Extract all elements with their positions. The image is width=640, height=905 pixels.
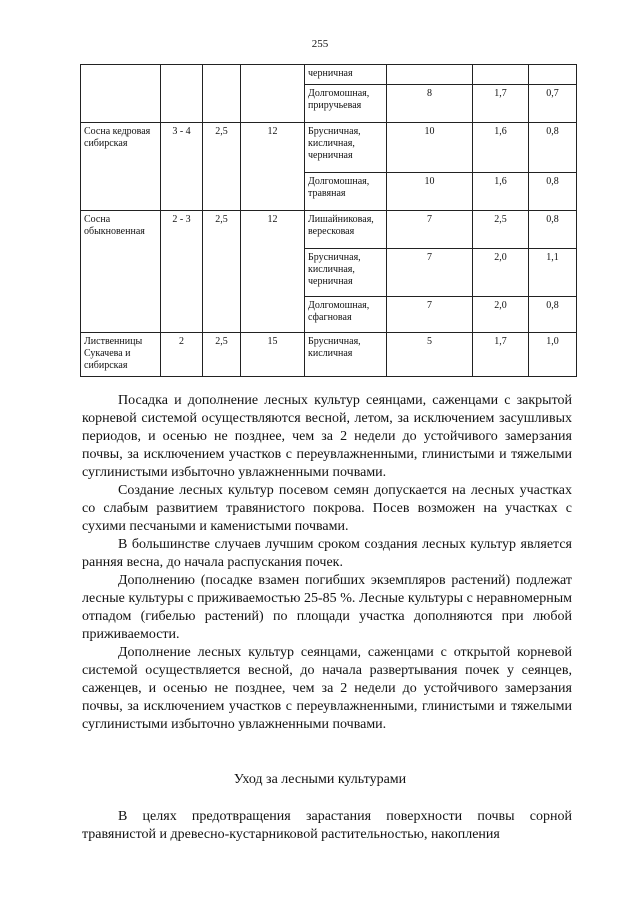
forest-type-cell: Долгомошная, сфагновая (305, 297, 387, 333)
table-cell: 1,6 (473, 123, 529, 173)
species-cell: Лиственницы Сукачева и сибирская (81, 333, 161, 377)
table-cell (529, 65, 577, 85)
table-cell: 5 (387, 333, 473, 377)
table-cell: 7 (387, 297, 473, 333)
table-cell (387, 65, 473, 85)
forest-type-cell: Брусничная, кисличная, черничная (305, 249, 387, 297)
table-cell: 2,5 (203, 123, 241, 211)
page-number: 255 (311, 38, 329, 50)
table-cell: 2,0 (473, 249, 529, 297)
table-cell (161, 65, 203, 123)
table-row (81, 123, 577, 173)
table-cell: 2,5 (203, 333, 241, 377)
table-row (81, 211, 577, 249)
table-cell: 2,5 (203, 211, 241, 333)
table-cell: 0,8 (529, 173, 577, 211)
table-cell: 2 (161, 333, 203, 377)
table-cell: 1,7 (473, 333, 529, 377)
table-cell: 1,7 (473, 85, 529, 123)
table-cell: 3 - 4 (161, 123, 203, 211)
table-cell: 7 (387, 249, 473, 297)
table-cell: 7 (387, 211, 473, 249)
forest-type-cell: Брусничная, кисличная (305, 333, 387, 377)
table-cell: 1,1 (529, 249, 577, 297)
paragraph: В целях предотвращения зарастания поверхности почвы сорной травянистой и древесно-кустарниковой растительностью, накопления (82, 809, 572, 842)
table-cell: 2 - 3 (161, 211, 203, 333)
table-cell: 1,0 (529, 333, 577, 377)
table-cell (203, 65, 241, 123)
forest-type-cell: Лишайниковая, вересковая (305, 211, 387, 249)
paragraph: В большинстве случаев лучшим сроком создания лесных культур является ранняя весна, до начала распускания почек. (82, 537, 572, 570)
forest-type-cell: Долгомошная, травяная (305, 173, 387, 211)
table-cell: 0,8 (529, 123, 577, 173)
table-cell: 2,0 (473, 297, 529, 333)
table-cell: 8 (387, 85, 473, 123)
paragraph: Создание лесных культур посевом семян допускается на лесных участках со слабым развитием травянистого покрова. Посев возможен на участках с сухими песчаными и каменистыми почвами. (82, 483, 572, 534)
forest-type-cell: Брусничная, кисличная, черничная (305, 123, 387, 173)
table-cell: 0,8 (529, 211, 577, 249)
paragraph: Посадка и дополнение лесных культур сеянцами, саженцами с закрытой корневой системой осуществляются весной, летом, за исключением засушливых периодов, и осенью не позднее, чем за 2 недели до устойчивого замерзания почвы, за исключением участков с переувлажненными, глинистыми и тяжелыми суглинистыми избыточно увлажненными почвами. (82, 393, 572, 480)
body-text (82, 392, 572, 734)
section-heading: Уход за лесными культурами (233, 772, 407, 787)
forest-type-cell: черничная (305, 65, 387, 85)
table-row (81, 333, 577, 377)
table-cell: 0,8 (529, 297, 577, 333)
table-cell: 10 (387, 123, 473, 173)
species-cell: Сосна кедровая сибирская (81, 123, 161, 211)
table-cell: 12 (241, 211, 305, 333)
paragraph: Дополнению (посадке взамен погибших экземпляров растений) подлежат лесные культуры с приживаемостью 25-85 %. Лесные культуры с неравномерным отпадом (гибелью растений) по площади участка дополняются при любой приживаемости. (82, 573, 572, 642)
table-cell: 10 (387, 173, 473, 211)
table-cell: 1,6 (473, 173, 529, 211)
table-cell: 0,7 (529, 85, 577, 123)
forest-culture-table (80, 64, 577, 377)
paragraph: Дополнение лесных культур сеянцами, саженцами с открытой корневой системой осуществляется весной, до начала развертывания почек у сеянцев, саженцев, и осенью не позднее, чем за 2 недели до устойчивого замерзания почвы, за исключением участков с переувлажненными, глинистыми и тяжелыми суглинистыми избыточно увлажненными почвами. (82, 645, 572, 732)
table-cell (241, 65, 305, 123)
species-cell (81, 65, 161, 123)
table-cell: 2,5 (473, 211, 529, 249)
species-cell: Сосна обыкновенная (81, 211, 161, 333)
table-cell (473, 65, 529, 85)
table-cell: 12 (241, 123, 305, 211)
table-cell: 15 (241, 333, 305, 377)
forest-type-cell: Долгомошная, приручьевая (305, 85, 387, 123)
table-row (81, 65, 577, 85)
